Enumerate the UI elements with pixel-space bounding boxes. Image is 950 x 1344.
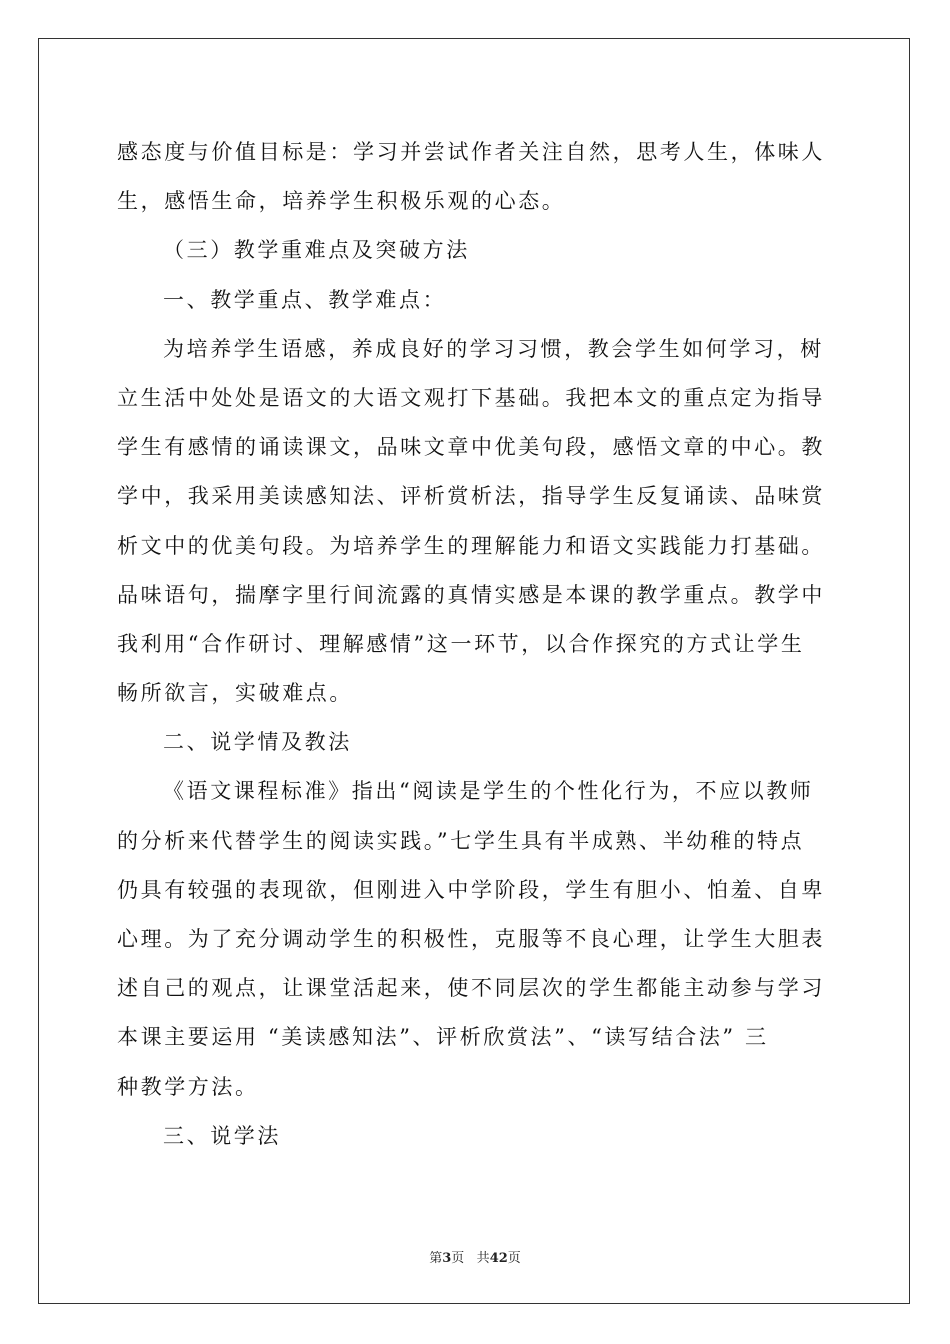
text-line: 生，感悟生命，培养学生积极乐观的心态。	[117, 189, 566, 214]
page-label-prefix: 第	[429, 1251, 443, 1266]
text-line: 二、说学情及教法	[163, 730, 352, 755]
text-line: 学中，我采用美读感知法、评析赏析法，指导学生反复诵读、品味赏	[117, 484, 825, 509]
text-line: 一、教学重点、教学难点：	[163, 287, 447, 312]
text-line: （三）教学重难点及突破方法	[163, 238, 470, 263]
current-page-number: 3	[442, 1251, 452, 1266]
text-line: 种教学方法。	[117, 1074, 259, 1099]
text-line: 感态度与价值目标是：学习并尝试作者关注自然，思考人生，体味人	[117, 140, 825, 164]
text-line: 品味语句，揣摩字里行间流露的真情实感是本课的教学重点。教学中	[117, 582, 825, 607]
text-line: 本课主要运用 “美读感知法”、评析欣赏法”、“读写结合法” 三	[117, 1025, 769, 1050]
page-footer	[0, 1247, 950, 1266]
total-label-prefix: 共	[476, 1251, 490, 1266]
total-page-number: 42	[489, 1251, 508, 1266]
text-line: 仍具有较强的表现欲，但刚进入中学阶段，学生有胆小、怕羞、自卑	[117, 877, 825, 902]
body-text	[117, 128, 835, 1161]
text-line: 析文中的优美句段。为培养学生的理解能力和语文实践能力打基础。	[117, 533, 825, 558]
text-line: 立生活中处处是语文的大语文观打下基础。我把本文的重点定为指导	[117, 385, 825, 410]
text-line: 心理。为了充分调动学生的积极性，克服等不良心理，让学生大胆表	[117, 927, 825, 951]
text-line: 述自己的观点，让课堂活起来，使不同层次的学生都能主动参与学习	[117, 976, 825, 1001]
text-line: 学生有感情的诵读课文，品味文章中优美句段，感悟文章的中心。教	[117, 435, 825, 460]
page-label-suffix: 页	[451, 1251, 465, 1266]
text-line: 《语文课程标准》指出“阅读是学生的个性化行为，不应以教师	[163, 779, 814, 804]
total-label-suffix: 页	[507, 1251, 521, 1266]
text-line: 畅所欲言，实破难点。	[117, 681, 353, 706]
text-line: 为培养学生语感，养成良好的学习习惯，教会学生如何学习，树	[163, 336, 824, 361]
text-line: 的分析来代替学生的阅读实践。”七学生具有半成熟、半幼稚的特点	[117, 828, 805, 853]
text-line: 我利用“合作研讨、理解感情”这一环节，以合作探究的方式让学生	[117, 631, 805, 656]
text-line: 三、说学法	[163, 1123, 281, 1148]
